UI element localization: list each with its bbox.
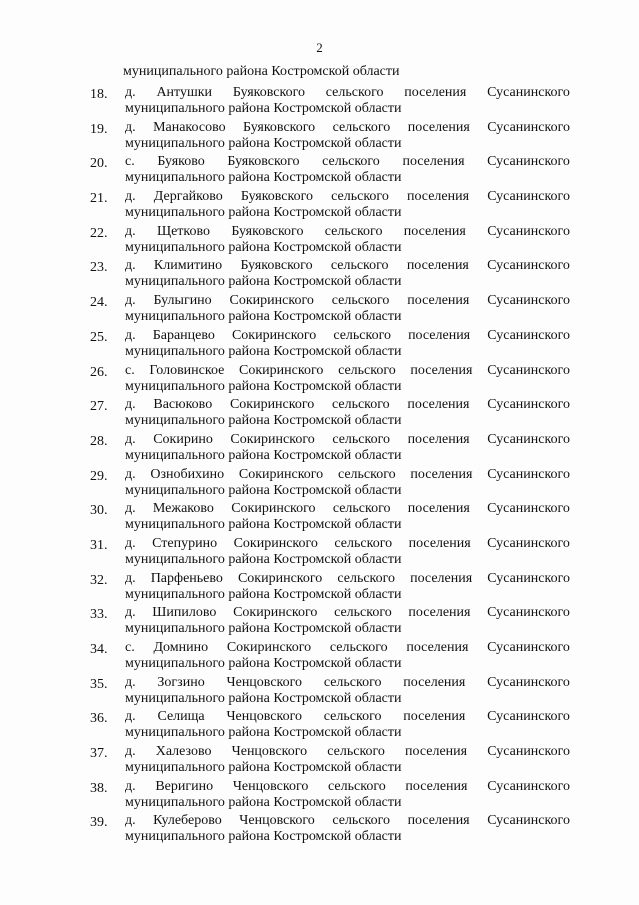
item-word: поселения: [407, 431, 470, 447]
item-word: Сусанинского: [487, 744, 570, 760]
item-first-line: [125, 812, 570, 829]
item-number: 20.: [90, 156, 108, 172]
item-word: Сусанинского: [487, 189, 570, 205]
list-item: [0, 637, 639, 672]
item-number: 31.: [90, 537, 108, 553]
item-first-line: [125, 292, 570, 309]
item-word: Сокиринского: [233, 535, 318, 551]
item-word: Степурино: [152, 535, 218, 551]
item-word: Буяковского: [243, 119, 316, 135]
list-item: [0, 672, 639, 707]
item-second-line: муниципального района Костромской области: [125, 309, 402, 325]
item-number: 33.: [90, 607, 108, 623]
item-first-line: [125, 708, 570, 725]
item-second-line: муниципального района Костромской области: [125, 413, 402, 429]
item-word: Ченцовского: [231, 744, 308, 760]
item-word: Сокиринского: [226, 640, 312, 655]
item-word: д.: [125, 431, 136, 447]
list-item: [0, 151, 639, 186]
item-word: сельского: [331, 293, 390, 309]
page-number: 2: [316, 40, 323, 55]
item-word: поселения: [403, 674, 466, 690]
item-word: поселения: [407, 397, 470, 413]
item-word: д.: [125, 813, 136, 829]
item-word: Ченцовского: [232, 778, 309, 794]
item-number: 18.: [90, 87, 108, 102]
item-first-line: [125, 396, 570, 413]
item-word: сельского: [323, 674, 382, 690]
item-number: 27.: [90, 399, 108, 415]
item-word: Щетково: [156, 223, 211, 239]
item-word: Сусанинского: [487, 466, 570, 482]
item-word: Буяковского: [240, 258, 313, 274]
list-item: [0, 568, 639, 603]
item-first-line: [125, 743, 570, 760]
item-second-line: муниципального района Костромской области: [125, 378, 402, 394]
item-word: Сокиринского: [231, 327, 317, 343]
item-first-line: [125, 431, 570, 448]
item-word: Веригино: [155, 778, 214, 794]
item-word: Сусанинского: [487, 535, 570, 551]
item-word: Ченцовского: [226, 674, 303, 690]
item-number: 37.: [90, 746, 108, 762]
list-item: [0, 255, 639, 290]
item-word: Головинское: [149, 362, 225, 378]
item-first-line: [125, 778, 570, 795]
item-word: Сусанинского: [487, 258, 570, 274]
list-item: [0, 464, 639, 499]
item-word: сельского: [332, 813, 391, 829]
item-word: сельского: [323, 709, 382, 725]
item-word: Булыгино: [153, 293, 212, 309]
item-word: поселения: [406, 258, 469, 274]
item-word: сельского: [338, 362, 396, 378]
list-item: [0, 221, 639, 256]
item-first-line: [125, 674, 570, 691]
item-word: Антушки: [156, 85, 213, 100]
item-word: поселения: [407, 813, 470, 829]
item-second-line: муниципального района Костромской области: [125, 517, 402, 533]
item-word: Домнино: [153, 640, 209, 655]
item-word: сельского: [333, 327, 391, 343]
item-first-line: [125, 223, 570, 240]
item-first-line: [125, 604, 570, 621]
item-word: поселения: [406, 189, 470, 205]
item-first-line: [125, 327, 570, 344]
item-word: поселения: [402, 154, 465, 170]
item-word: сельского: [337, 466, 396, 482]
item-word: Буяковского: [232, 85, 305, 100]
list-item: [0, 360, 639, 395]
item-first-line: [125, 188, 570, 205]
item-word: поселения: [403, 709, 466, 725]
item-word: Васюково: [153, 397, 213, 413]
item-number: 19.: [90, 121, 108, 137]
item-word: Сусанинского: [487, 223, 570, 239]
item-word: д.: [125, 293, 136, 309]
item-first-line: [125, 570, 570, 587]
item-word: Сокиринского: [229, 397, 315, 413]
item-word: Ченцовского: [226, 709, 302, 725]
item-word: д.: [125, 327, 136, 343]
item-word: поселения: [407, 119, 470, 135]
item-word: поселения: [403, 223, 466, 239]
item-word: Сусанинского: [487, 431, 570, 447]
item-word: Сокиринского: [229, 293, 314, 309]
item-first-line: [125, 535, 570, 552]
item-word: д.: [125, 744, 136, 760]
item-word: сельского: [334, 535, 393, 551]
item-word: Кулеберово: [153, 813, 222, 829]
item-word: д.: [125, 778, 136, 794]
item-first-line: [125, 84, 570, 101]
item-first-line: [125, 466, 570, 483]
item-second-line: муниципального района Костромской области: [125, 690, 402, 706]
item-word: сельского: [328, 778, 386, 794]
item-word: д.: [125, 501, 136, 517]
list-item: [0, 117, 639, 152]
item-second-line: муниципального района Костромской области: [125, 760, 402, 776]
item-word: д.: [125, 605, 136, 621]
item-word: сельского: [325, 85, 384, 100]
list-item: [0, 498, 639, 533]
item-word: сельского: [332, 501, 391, 517]
list-item: [0, 741, 639, 776]
item-word: сельского: [332, 431, 390, 447]
list-item: [0, 82, 639, 117]
item-word: с.: [125, 154, 135, 170]
item-word: Буяково: [157, 154, 205, 170]
item-word: сельского: [337, 570, 396, 586]
item-word: поселения: [408, 535, 471, 551]
item-word: Манакосово: [153, 119, 226, 135]
list-item: [0, 290, 639, 325]
item-second-line: муниципального района Костромской области: [125, 794, 402, 810]
item-word: Сусанинского: [487, 674, 570, 690]
item-word: д.: [125, 119, 136, 135]
item-word: Сусанинского: [487, 570, 570, 586]
item-word: сельского: [332, 397, 390, 413]
item-word: поселения: [404, 85, 467, 100]
item-word: Сусанинского: [487, 640, 570, 655]
item-number: 26.: [90, 364, 108, 380]
item-second-line: муниципального района Костромской области: [125, 725, 402, 741]
item-first-line: [125, 119, 570, 136]
item-number: 29.: [90, 468, 108, 484]
item-word: сельского: [329, 640, 388, 655]
item-word: Сокиринского: [239, 362, 324, 378]
item-word: д.: [125, 223, 136, 239]
item-word: д.: [125, 674, 136, 690]
item-word: сельского: [334, 605, 392, 621]
item-number: 24.: [90, 295, 108, 311]
continuation-line: муниципального района Костромской области: [123, 64, 400, 79]
item-word: д.: [125, 258, 136, 274]
item-word: Климитино: [153, 258, 223, 274]
item-word: Сусанинского: [487, 85, 570, 100]
item-word: сельского: [331, 189, 389, 205]
item-word: Сусанинского: [487, 293, 570, 309]
item-word: Сокиринского: [233, 605, 318, 621]
item-word: Парфеньево: [150, 570, 223, 586]
list-item: [0, 810, 639, 845]
item-word: Сокиринского: [230, 431, 315, 447]
item-word: Буяковского: [231, 223, 304, 239]
item-second-line: муниципального района Костромской области: [125, 586, 402, 602]
item-second-line: муниципального района Костромской области: [125, 274, 402, 290]
item-word: сельского: [322, 154, 380, 170]
item-word: д.: [125, 570, 136, 586]
item-number: 21.: [90, 191, 108, 207]
item-word: поселения: [406, 640, 469, 655]
item-word: Дергайково: [153, 189, 223, 205]
item-word: д.: [125, 535, 136, 551]
item-second-line: муниципального района Костромской области: [125, 101, 402, 116]
item-word: с.: [125, 362, 135, 378]
item-second-line: муниципального района Костромской области: [125, 343, 402, 359]
list-item: [0, 429, 639, 464]
item-word: Сусанинского: [487, 362, 570, 378]
item-number: 32.: [90, 572, 108, 588]
item-word: Сусанинского: [487, 813, 570, 829]
item-word: Баранцево: [152, 327, 215, 343]
item-second-line: муниципального района Костромской области: [125, 621, 402, 637]
list-item: [0, 394, 639, 429]
item-second-line: муниципального района Костромской области: [125, 239, 402, 255]
item-word: Шипилово: [152, 605, 217, 621]
item-word: сельского: [330, 258, 389, 274]
item-word: Селища: [157, 709, 205, 725]
item-word: поселения: [405, 778, 468, 794]
item-word: Сусанинского: [487, 501, 570, 517]
item-word: Межаково: [152, 501, 214, 517]
list-item: [0, 706, 639, 741]
item-word: сельского: [327, 744, 385, 760]
item-number: 35.: [90, 676, 108, 692]
item-word: сельского: [332, 119, 391, 135]
item-word: с.: [125, 640, 135, 655]
item-word: сельского: [324, 223, 383, 239]
item-first-line: [125, 153, 570, 170]
item-word: Сусанинского: [487, 605, 570, 621]
item-word: Сокиринского: [231, 501, 316, 517]
list-item: [0, 776, 639, 811]
item-word: Буяковского: [240, 189, 314, 205]
item-word: Сусанинского: [487, 778, 570, 794]
item-number: 23.: [90, 260, 108, 276]
item-word: д.: [125, 189, 136, 205]
item-number: 30.: [90, 503, 108, 519]
item-number: 39.: [90, 815, 108, 831]
item-word: поселения: [410, 362, 473, 378]
item-first-line: [125, 639, 570, 656]
item-number: 38.: [90, 780, 108, 796]
item-second-line: муниципального района Костромской области: [125, 170, 402, 186]
list-item: [0, 186, 639, 221]
item-second-line: муниципального района Костромской области: [125, 829, 402, 845]
item-first-line: [125, 500, 570, 517]
item-word: поселения: [410, 570, 473, 586]
item-word: поселения: [407, 293, 470, 309]
item-number: 36.: [90, 711, 108, 727]
item-word: Сокиринского: [238, 466, 324, 482]
item-word: Сокирино: [153, 431, 213, 447]
item-word: д.: [125, 709, 136, 725]
item-word: Сусанинского: [487, 397, 570, 413]
item-word: д.: [125, 85, 136, 100]
item-word: поселения: [405, 744, 468, 760]
item-word: д.: [125, 397, 136, 413]
item-second-line: муниципального района Костромской области: [125, 205, 402, 221]
item-word: Зогзино: [157, 674, 205, 690]
item-word: Сокиринского: [237, 570, 323, 586]
item-second-line: муниципального района Костромской области: [125, 656, 402, 671]
item-number: 28.: [90, 433, 108, 449]
item-number: 34.: [90, 642, 108, 657]
item-word: Ченцовского: [239, 813, 315, 829]
item-word: Халезово: [155, 744, 212, 760]
item-word: поселения: [410, 466, 473, 482]
item-first-line: [125, 362, 570, 379]
list-item: [0, 533, 639, 568]
item-word: Сусанинского: [487, 709, 570, 725]
item-number: 25.: [90, 329, 108, 345]
item-word: Сусанинского: [487, 154, 570, 170]
item-number: 22.: [90, 225, 108, 241]
list-item: [0, 602, 639, 637]
item-word: д.: [125, 466, 136, 482]
item-first-line: [125, 257, 570, 274]
item-word: Сусанинского: [487, 327, 570, 343]
item-word: Сусанинского: [487, 119, 570, 135]
item-second-line: муниципального района Костромской области: [125, 135, 402, 151]
item-second-line: муниципального района Костромской области: [125, 551, 402, 567]
item-word: поселения: [407, 501, 470, 517]
item-second-line: муниципального района Костромской области: [125, 447, 402, 463]
list-item: [0, 325, 639, 360]
item-word: поселения: [408, 327, 471, 343]
item-word: Ознобихино: [150, 466, 225, 482]
item-second-line: муниципального района Костромской области: [125, 482, 402, 498]
item-word: Буяковского: [227, 154, 300, 170]
settlement-list: [0, 82, 639, 845]
item-word: поселения: [408, 605, 471, 621]
